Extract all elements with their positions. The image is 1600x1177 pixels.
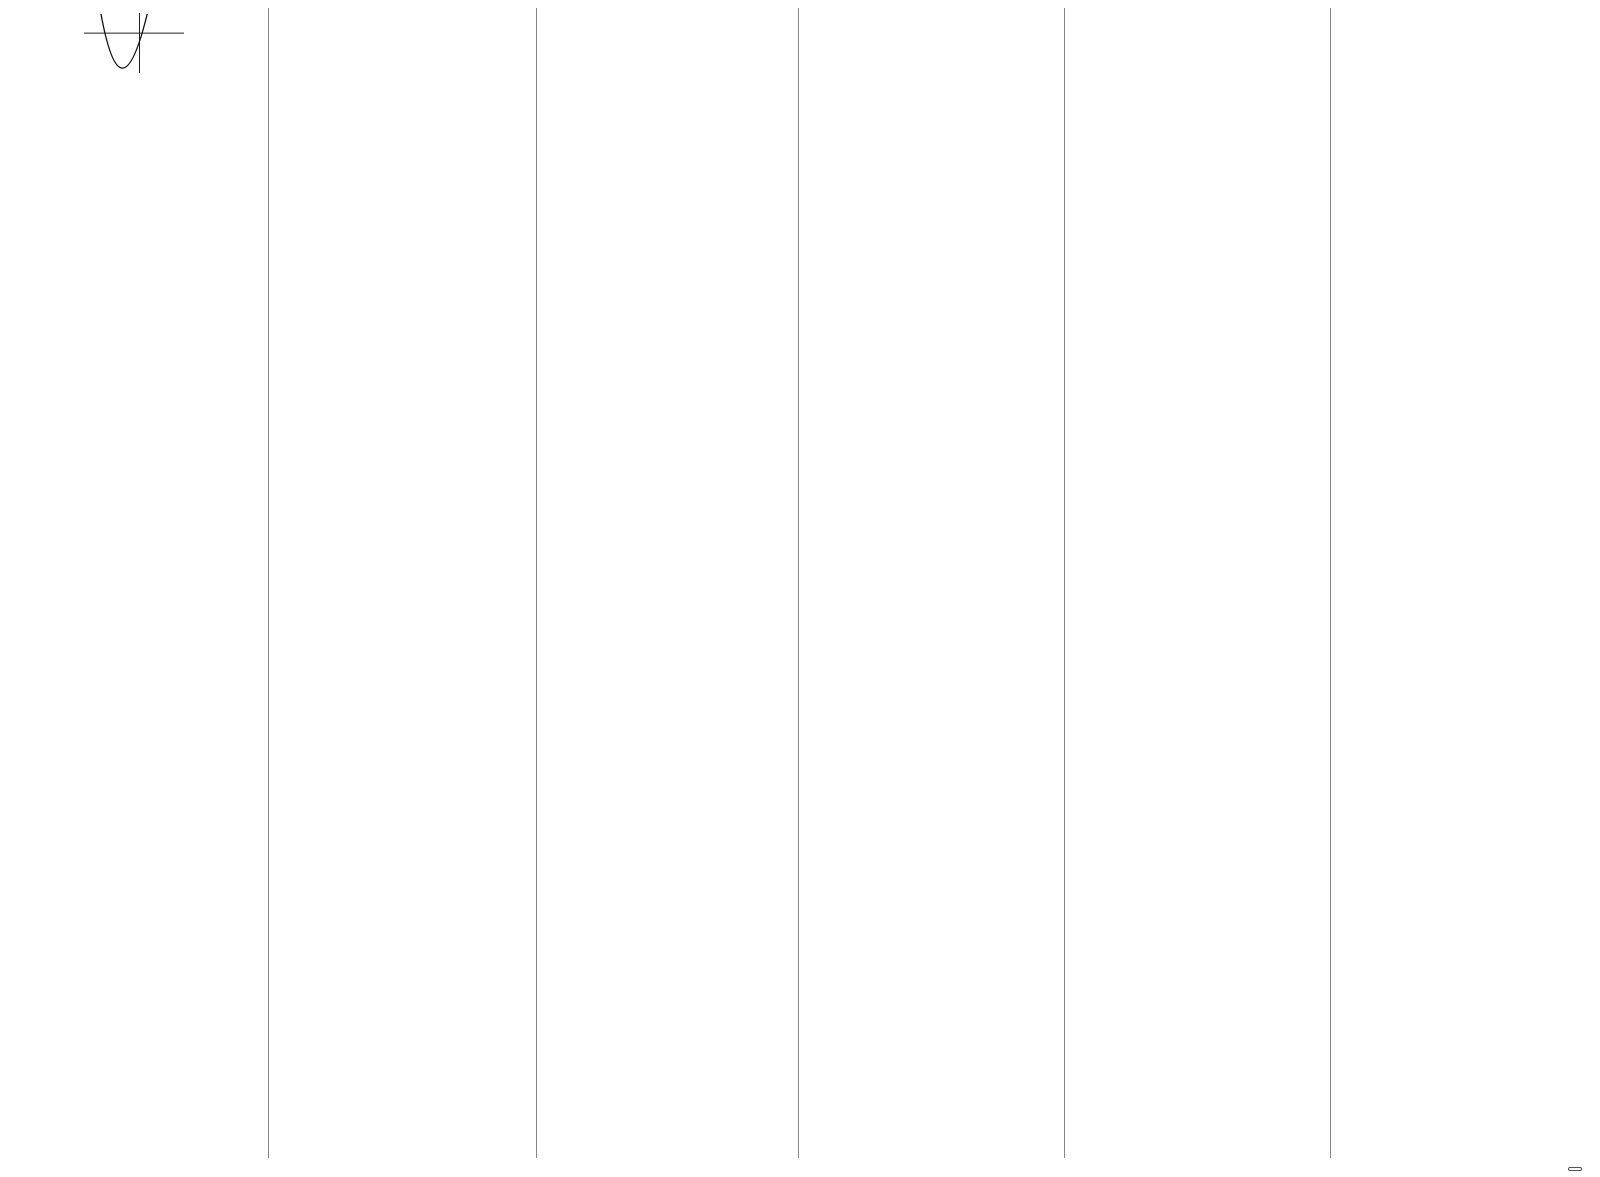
column-1-lines <box>6 8 262 78</box>
column-4 <box>798 8 1064 1158</box>
parabola-curve <box>101 14 147 68</box>
column-2 <box>268 8 536 1158</box>
axes <box>84 13 184 73</box>
column-3 <box>536 8 798 1158</box>
column-6 <box>1330 8 1600 1158</box>
column-5 <box>1064 8 1330 1158</box>
column-1 <box>0 8 268 1158</box>
parabola-figure <box>79 10 189 76</box>
page-number <box>1568 1167 1582 1171</box>
